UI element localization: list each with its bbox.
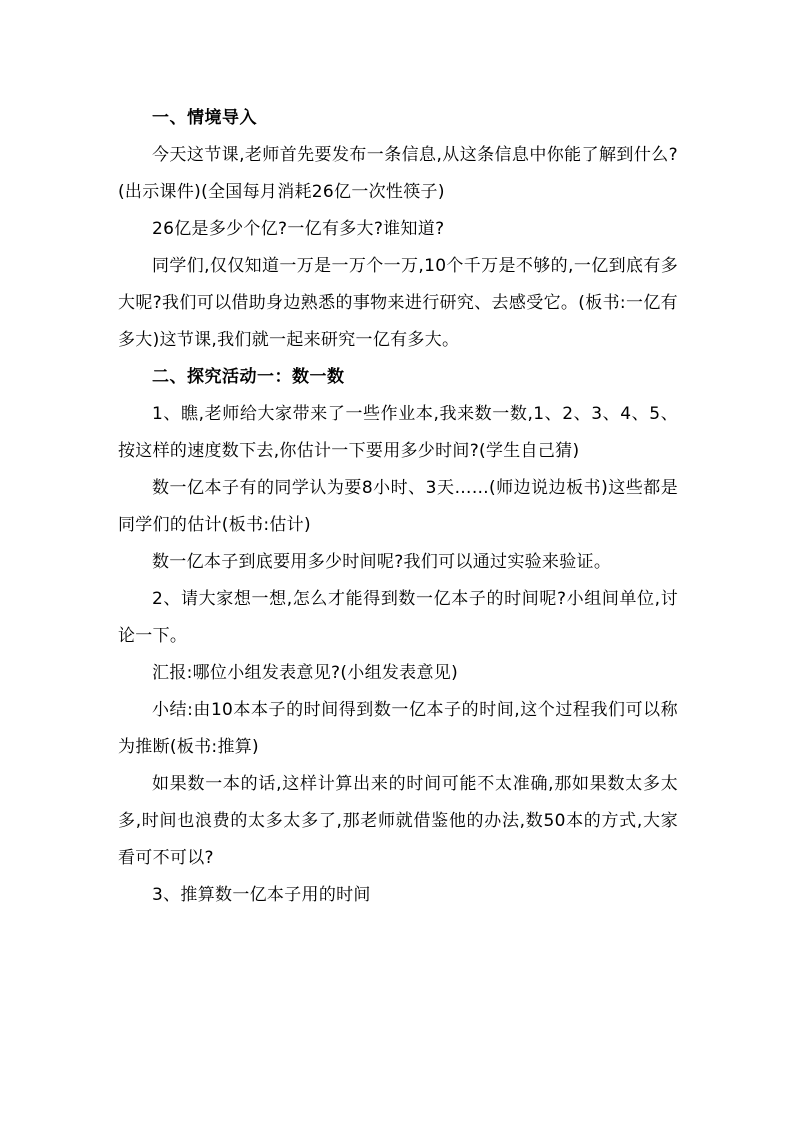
paragraph: 26亿是多少个亿?一亿有多大?谁知道? (152, 219, 445, 239)
section-heading-intro: 一、情境导入 (152, 108, 257, 128)
paragraph: 小结:由10本本子的时间得到数一亿本子的时间,这个过程我们可以称为推断(板书:推算) (118, 700, 678, 757)
paragraph: 数一亿本子有的同学认为要8小时、3天……(师边说边板书)这些都是同学们的估计(板书:估计) (118, 478, 678, 535)
section-heading-activity: 二、探究活动一：数一数 (152, 367, 345, 387)
document-body (118, 100, 678, 914)
paragraph: 今天这节课,老师首先要发布一条信息,从这条信息中你能了解到什么?(出示课件)(全国每月消耗26亿一次性筷子) (118, 145, 678, 202)
paragraph: 汇报:哪位小组发表意见?(小组发表意见) (152, 663, 459, 683)
paragraph: 1、瞧,老师给大家带来了一些作业本,我来数一数,1、2、3、4、5、按这样的速度数下去,你估计一下要用多少时间?(学生自己猜) (118, 404, 678, 461)
paragraph: 数一亿本子到底要用多少时间呢?我们可以通过实验来验证。 (152, 552, 612, 572)
paragraph: 如果数一本的话,这样计算出来的时间可能不太准确,那如果数太多太多,时间也浪费的太多太多了,那老师就借鉴他的办法,数50本的方式,大家看可不可以? (118, 774, 678, 868)
paragraph: 同学们,仅仅知道一万是一万个一万,10个千万是不够的,一亿到底有多大呢?我们可以借助身边熟悉的事物来进行研究、去感受它。(板书:一亿有多大)这节课,我们就一起来研究一亿有多大。 (118, 256, 678, 350)
paragraph: 3、推算数一亿本子用的时间 (152, 885, 371, 905)
paragraph: 2、请大家想一想,怎么才能得到数一亿本子的时间呢?小组间单位,讨论一下。 (118, 589, 678, 646)
